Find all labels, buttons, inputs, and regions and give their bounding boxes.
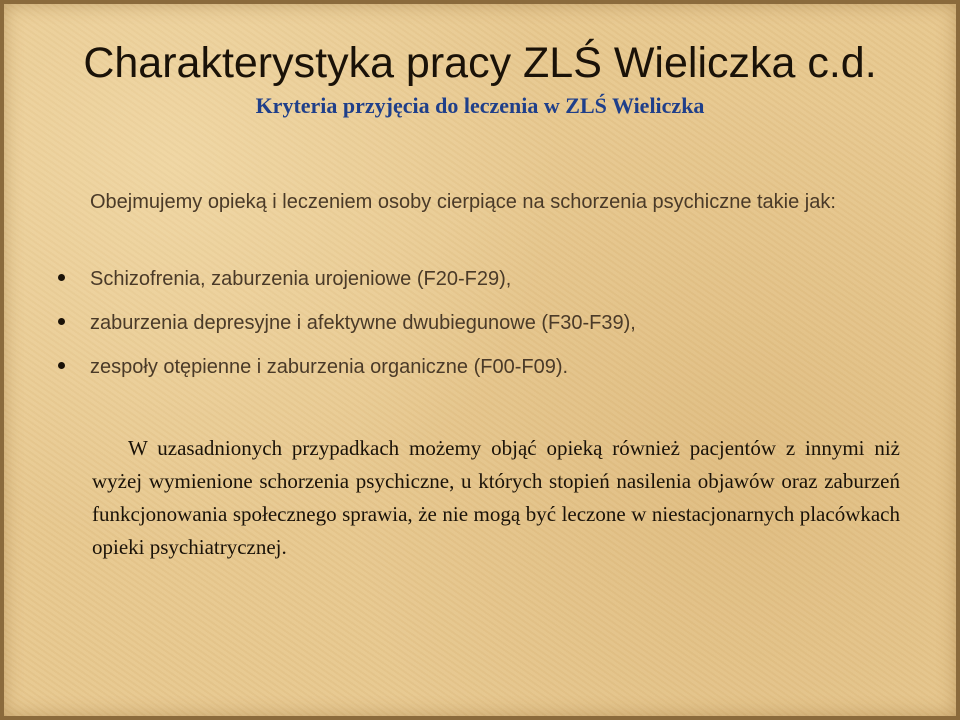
slide-subtitle: Kryteria przyjęcia do leczenia w ZLŚ Wieliczka <box>255 93 705 118</box>
bullet-dot-icon <box>58 362 65 369</box>
body-paragraph: W uzasadnionych przypadkach możemy objąć opieką również pacjentów z innymi niż wyżej wymienione schorzenia psychiczne, u których stopień nasilenia objawów oraz zaburzeń funkcjonowania społecznego sprawia, że nie mogą być leczone w niestacjonarnych placówkach opieki psychiatrycznej. <box>92 436 900 559</box>
bullet-dot-icon <box>58 274 65 281</box>
list-item-text: zaburzenia depresyjne i afektywne dwubiegunowe (F30-F39), <box>90 312 636 334</box>
bullet-list <box>56 257 896 389</box>
bullet-dot-icon <box>58 318 65 325</box>
list-item-text: zespoły otępienne i zaburzenia organiczne (F00-F09). <box>90 356 569 378</box>
intro-text: Obejmujemy opieką i leczeniem osoby cierpiące na schorzenia psychiczne takie jak: <box>90 191 836 213</box>
slide <box>4 4 956 716</box>
list-item-text: Schizofrenia, zaburzenia urojeniowe (F20-F29), <box>90 268 512 290</box>
slide-title: Charakterystyka pracy ZLŚ Wieliczka c.d. <box>83 39 877 87</box>
list-item <box>56 345 896 389</box>
list-item <box>56 301 896 345</box>
list-item <box>56 257 896 301</box>
